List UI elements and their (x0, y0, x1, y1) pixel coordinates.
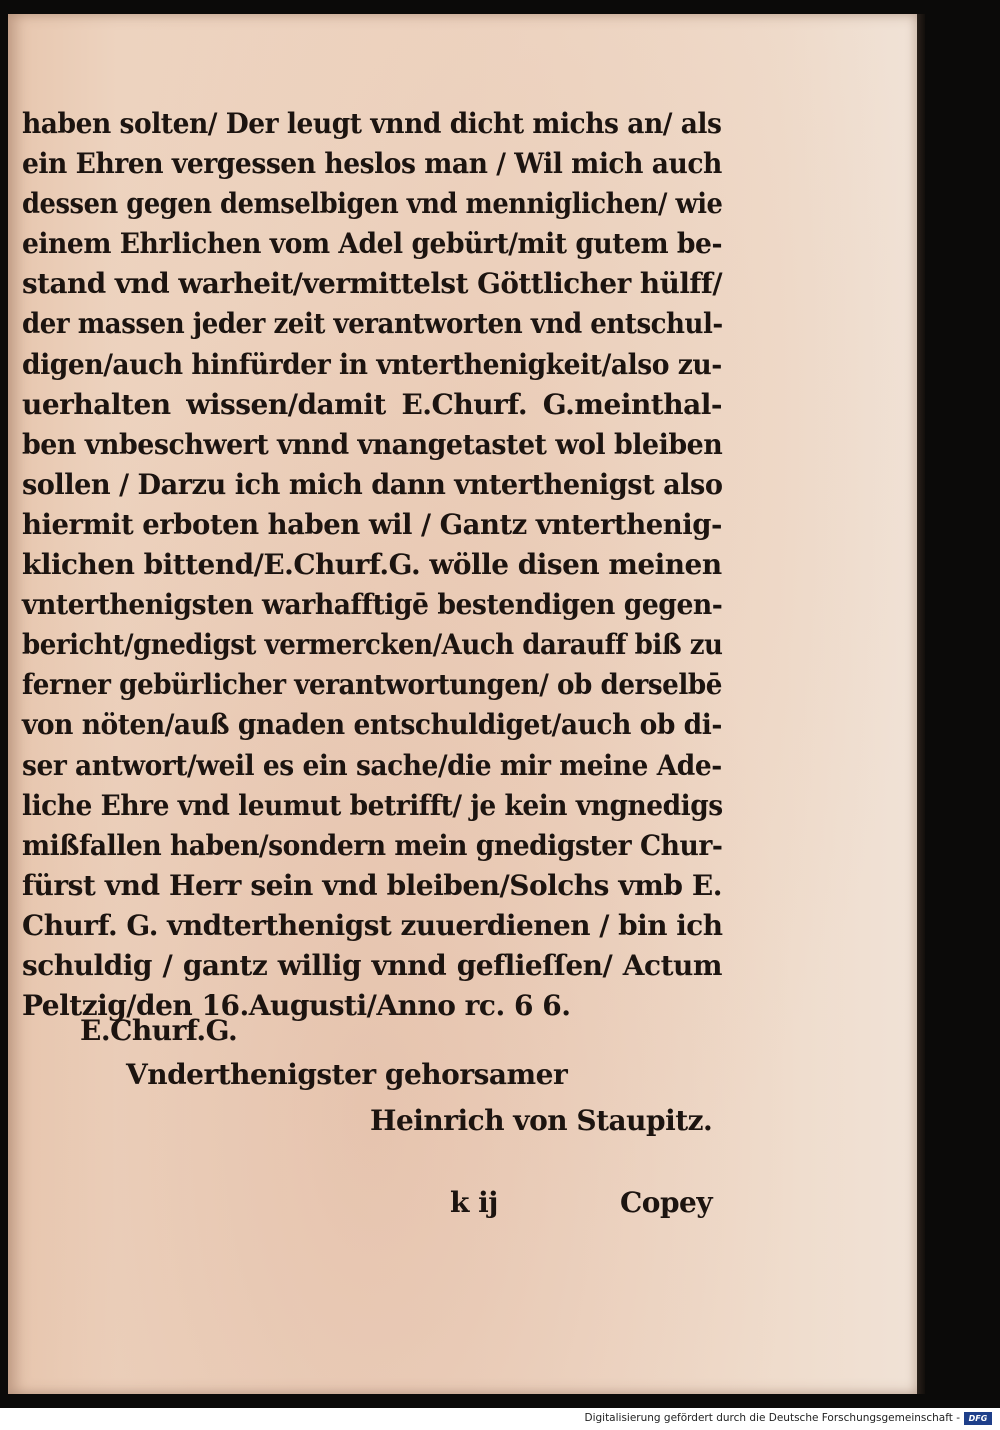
text-line: fürst vnd Herr sein vnd bleiben/Solchs vmb E. (22, 868, 722, 902)
paper-page (8, 14, 917, 1394)
text-line: einem Ehrlichen vom Adel gebürt/mit gutem be- (22, 227, 723, 261)
footer-bar (0, 1408, 1000, 1430)
text-line: liche Ehre vnd leumut betrifft/ je kein vngnedigs (22, 788, 723, 822)
text-line: haben solten/ Der leugt vnnd dicht michs an/ als (22, 107, 722, 140)
signature: Heinrich von Staupitz. (370, 1104, 713, 1137)
text-line: Peltzig/den 16.Augusti/Anno rc. 6 6. (22, 989, 571, 1023)
text-line: sollen / Darzu ich mich dann vnterthenigst also (22, 467, 723, 501)
text-line: vnterthenigsten warhafftigē bestendigen gegen- (22, 588, 723, 622)
page-edge (917, 14, 925, 1394)
text-line: ferner gebürlicher verantwortungen/ ob derselbē (22, 668, 722, 702)
dfg-logo: DFG (964, 1412, 992, 1425)
text-line: schuldig / gantz willig vnnd geflieſſen/ Actum (22, 948, 722, 982)
text-line: klichen bittend/E.Churf.G. wölle disen meinen (22, 548, 722, 582)
signature-mark: k ij (450, 1186, 498, 1219)
text-line: dessen gegen demselbigen vnd menniglichen/ wie (22, 187, 723, 221)
text-line: bericht/gnedigst vermercken/Auch darauff biß zu (22, 628, 723, 662)
text-line: uerhalten wissen/damit E.Churf. G.meinthal- (22, 387, 722, 421)
body-text (22, 104, 722, 1026)
text-line: stand vnd warheit/vermittelst Göttlicher hülff/ (22, 267, 723, 301)
text-line: Churf. G. vndterthenigst zuuerdienen / bin ich (22, 908, 723, 942)
text-line: digen/auch hinfürder in vnterthenigkeit/also zu- (22, 347, 722, 381)
text-line: von nöten/auß gnaden entschuldiget/auch ob di- (22, 708, 722, 742)
text-line: hiermit erboten haben wil / Gantz vnterthenig- (22, 507, 722, 541)
text-line: ben vnbeschwert vnnd vnangetastet wol bleiben (22, 427, 723, 461)
text-line: ser antwort/weil es ein sache/die mir meine Ade- (22, 748, 722, 782)
subscription-line: Vnderthenigster gehorsamer (126, 1058, 568, 1091)
text-line: der massen jeder zeit verantworten vnd entschul- (22, 307, 723, 341)
text-line: mißfallen haben/sondern mein gnedigster Chur- (22, 828, 723, 862)
text-line: ein Ehren vergessen heslos man / Wil mich auch (22, 147, 722, 181)
footer-credit: Digitalisierung gefördert durch die Deutsche Forschungsgemeinschaft - (584, 1412, 960, 1424)
catchword: Copey (620, 1186, 713, 1219)
salutation: E.Churf.G. (80, 1014, 238, 1047)
